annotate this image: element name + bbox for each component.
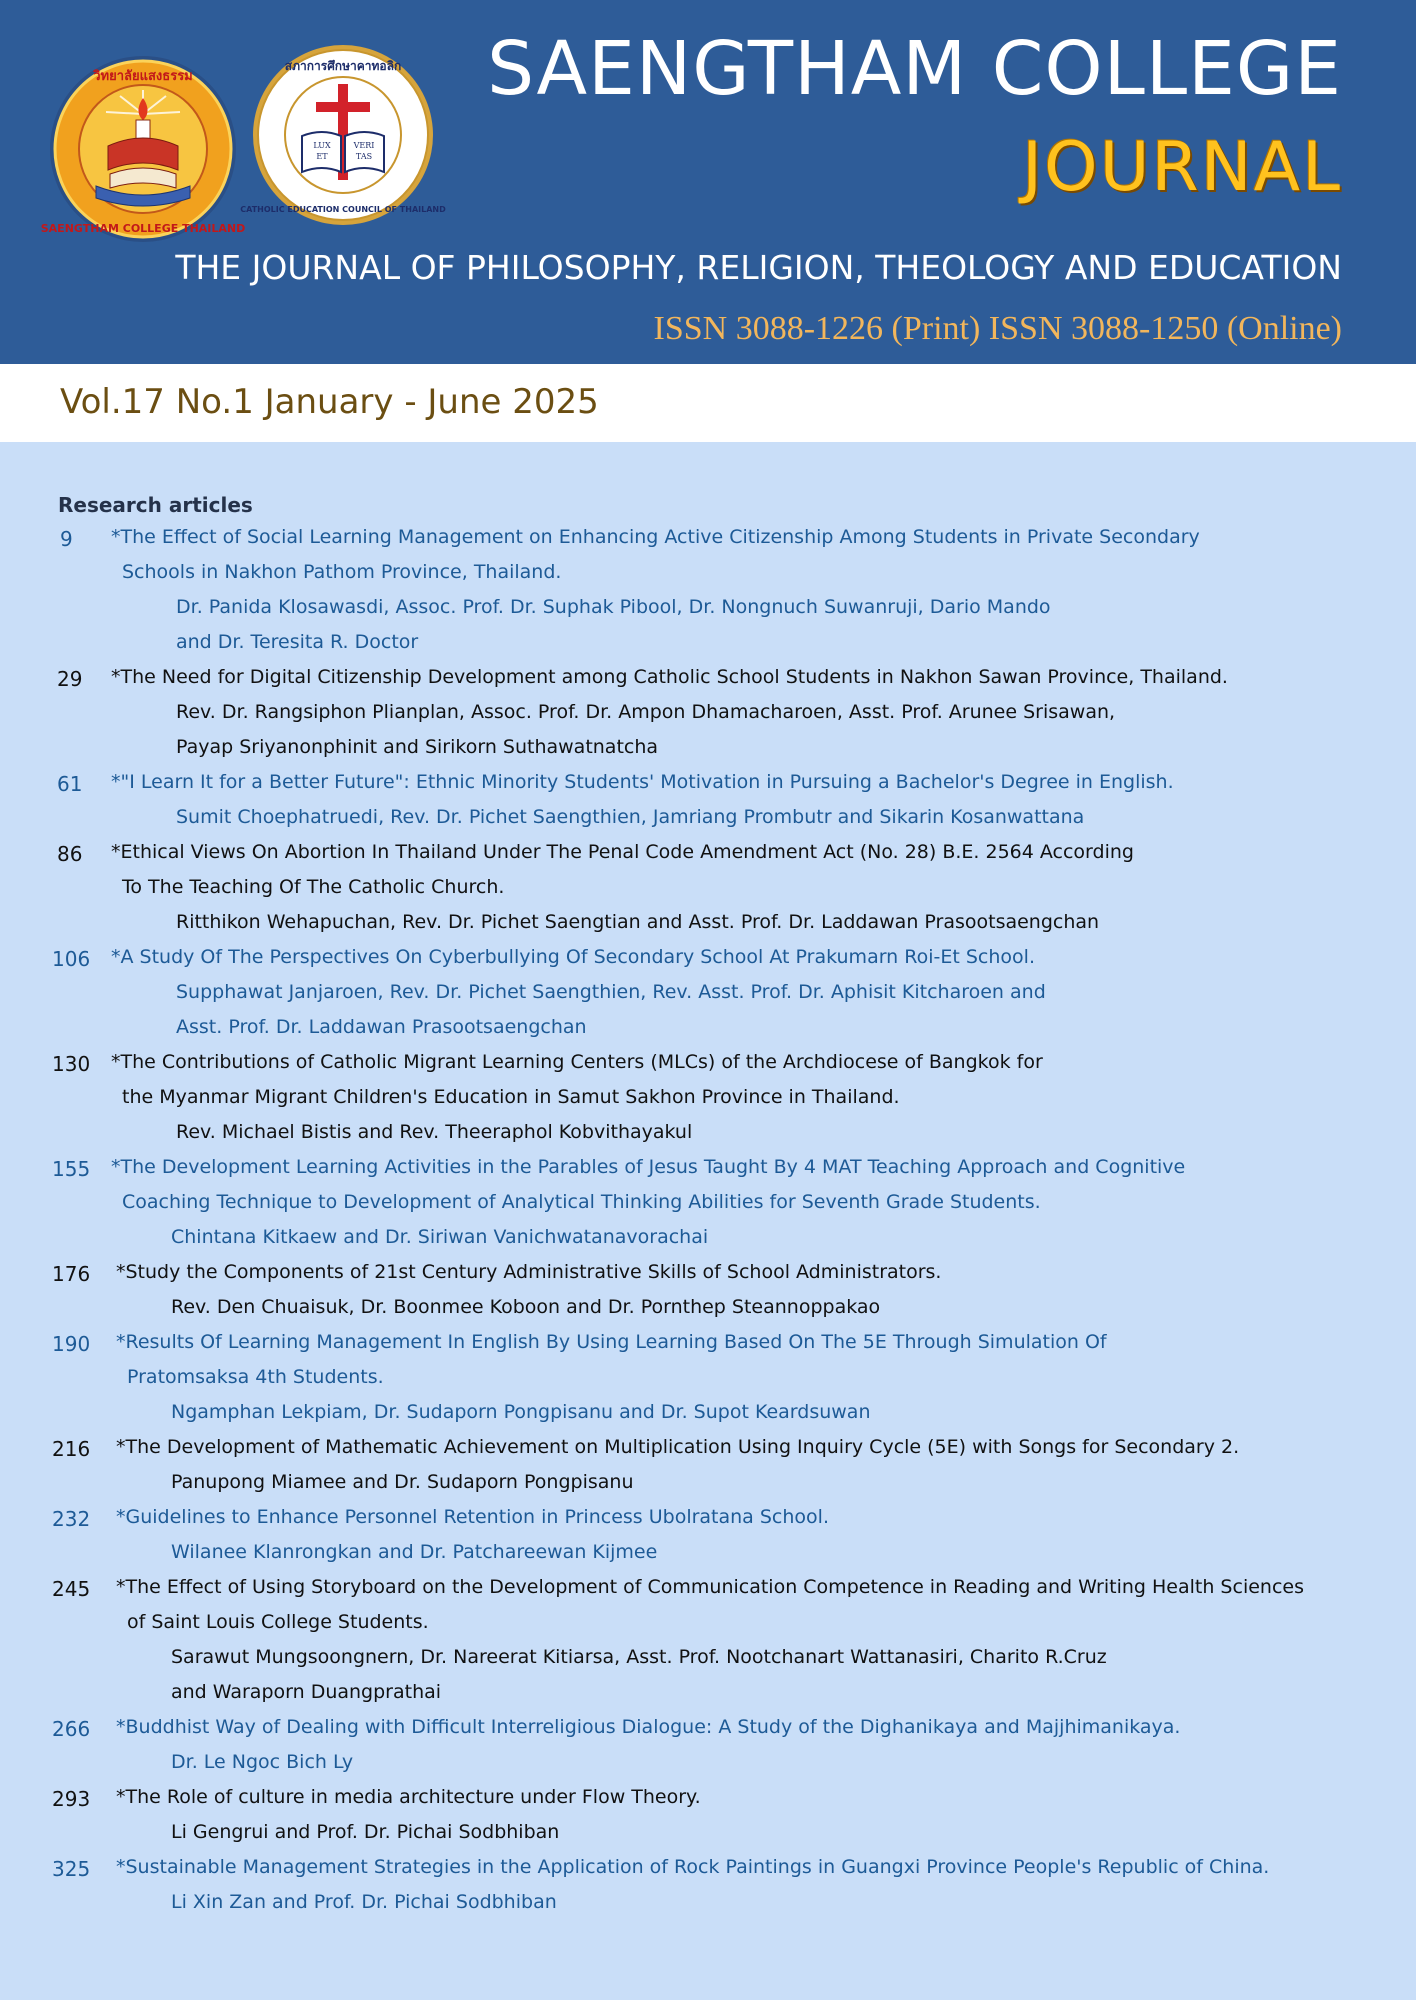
- journal-title-line1: SAENGTHAM COLLEGE: [487, 26, 1342, 112]
- article-page-number: 216: [52, 1437, 91, 1461]
- article-page-number: 130: [52, 1052, 91, 1076]
- article-title[interactable]: *The Effect of Using Storyboard on the Development of Communication Competence in Reading and Writing Health Sciences: [116, 1576, 1304, 1598]
- article-page-number: 86: [57, 842, 83, 866]
- article-authors: Ngamphan Lekpiam, Dr. Sudaporn Pongpisanu and Dr. Supot Keardsuwan: [171, 1401, 871, 1423]
- volume-label: Vol.17 No.1 January - June 2025: [60, 382, 599, 422]
- article-authors: Rev. Den Chuaisuk, Dr. Boonmee Koboon and Dr. Pornthep Steannoppakao: [171, 1296, 881, 1318]
- svg-text:LUX: LUX: [313, 141, 331, 150]
- article-page-number: 266: [52, 1717, 91, 1741]
- article-title[interactable]: *Results Of Learning Management In English By Using Learning Based On The 5E Through Simulation Of: [116, 1331, 1107, 1353]
- article-authors: Payap Sriyanonphinit and Sirikorn Suthawatnatcha: [176, 736, 659, 758]
- article-authors: Li Xin Zan and Prof. Dr. Pichai Sodbhiban: [171, 1891, 557, 1913]
- article-authors: and Dr. Teresita R. Doctor: [176, 631, 419, 653]
- article-authors: and Waraporn Duangprathai: [171, 1681, 442, 1703]
- article-title[interactable]: *Guidelines to Enhance Personnel Retention in Princess Ubolratana School.: [116, 1506, 829, 1528]
- svg-text:SAENGTHAM COLLEGE THAILAND: SAENGTHAM COLLEGE THAILAND: [40, 222, 246, 235]
- article-title-continued[interactable]: Pratomsaksa 4th Students.: [127, 1366, 384, 1388]
- article-authors: Rev. Dr. Rangsiphon Plianplan, Assoc. Prof. Dr. Ampon Dhamacharoen, Asst. Prof. Arunee Srisawan,: [176, 701, 1116, 723]
- article-title-continued[interactable]: To The Teaching Of The Catholic Church.: [122, 876, 505, 898]
- article-title[interactable]: *"I Learn It for a Better Future": Ethnic Minority Students' Motivation in Pursuing a Bachelor's Degree in English.: [111, 771, 1174, 793]
- article-authors: Wilanee Klanrongkan and Dr. Patchareewan Kijmee: [171, 1541, 658, 1563]
- article-title[interactable]: *Ethical Views On Abortion In Thailand Under The Penal Code Amendment Act (No. 28) B.E. 2564 According: [111, 841, 1134, 863]
- article-title[interactable]: *The Development of Mathematic Achievement on Multiplication Using Inquiry Cycle (5E) with Songs for Secondary 2.: [116, 1436, 1240, 1458]
- article-page-number: 176: [52, 1262, 91, 1286]
- article-page-number: 325: [52, 1857, 91, 1881]
- saengtham-college-seal: [40, 54, 246, 244]
- article-page-number: 245: [52, 1577, 91, 1601]
- article-page-number: 190: [52, 1332, 91, 1356]
- svg-text:สภาการศึกษาคาทอลิก: สภาการศึกษาคาทอลิก: [284, 59, 402, 73]
- article-authors: Supphawat Janjaroen, Rev. Dr. Pichet Saengthien, Rev. Asst. Prof. Dr. Aphisit Kitcharoen and: [176, 981, 1046, 1003]
- article-authors: Li Gengrui and Prof. Dr. Pichai Sodbhiban: [171, 1821, 560, 1843]
- article-page-number: 293: [52, 1787, 91, 1811]
- article-page-number: 61: [57, 772, 83, 796]
- article-title[interactable]: *Sustainable Management Strategies in the Application of Rock Paintings in Guangxi Province People's Republic of China.: [116, 1856, 1270, 1878]
- article-title[interactable]: *The Development Learning Activities in the Parables of Jesus Taught By 4 MAT Teaching Approach and Cognitive: [111, 1156, 1186, 1178]
- journal-subtitle: THE JOURNAL OF PHILOSOPHY, RELIGION, THEOLOGY AND EDUCATION: [175, 248, 1342, 287]
- article-authors: Chintana Kitkaew and Dr. Siriwan Vanichwatanavorachai: [171, 1226, 709, 1248]
- article-title[interactable]: *The Need for Digital Citizenship Development among Catholic School Students in Nakhon Sawan Province, Thailand.: [111, 666, 1228, 688]
- svg-text:VERI: VERI: [353, 141, 375, 150]
- journal-title-line2: JOURNAL: [1022, 128, 1342, 207]
- article-authors: Dr. Le Ngoc Bich Ly: [171, 1751, 354, 1773]
- article-title-continued[interactable]: Schools in Nakhon Pathom Province, Thailand.: [122, 561, 562, 583]
- svg-text:ET: ET: [316, 152, 328, 161]
- article-title[interactable]: *Buddhist Way of Dealing with Difficult Interreligious Dialogue: A Study of the Dighanikaya and Majjhimanikaya.: [116, 1716, 1181, 1738]
- svg-text:TAS: TAS: [355, 152, 373, 161]
- article-title[interactable]: *The Role of culture in media architecture under Flow Theory.: [116, 1786, 701, 1808]
- article-page-number: 29: [57, 667, 83, 691]
- article-title-continued[interactable]: of Saint Louis College Students.: [127, 1611, 429, 1633]
- svg-text:CATHOLIC EDUCATION COUNCIL OF: CATHOLIC EDUCATION COUNCIL OF THAILAND: [240, 205, 446, 214]
- article-authors: Sarawut Mungsoongnern, Dr. Nareerat Kitiarsa, Asst. Prof. Nootchanart Wattanasiri, Charito R.Cruz: [171, 1646, 1107, 1668]
- article-title-continued[interactable]: Coaching Technique to Development of Analytical Thinking Abilities for Seventh Grade Students.: [122, 1191, 1041, 1213]
- issn-line: ISSN 3088-1226 (Print) ISSN 3088-1250 (Online): [653, 310, 1342, 347]
- article-page-number: 232: [52, 1507, 91, 1531]
- article-authors: Dr. Panida Klosawasdi, Assoc. Prof. Dr. Suphak Pibool, Dr. Nongnuch Suwanruji, Dario Mando: [176, 596, 1051, 618]
- section-title: Research articles: [58, 493, 253, 517]
- catholic-education-council-seal: [240, 44, 446, 226]
- article-page-number: 155: [52, 1157, 91, 1181]
- article-title[interactable]: *Study the Components of 21st Century Administrative Skills of School Administrators.: [116, 1261, 942, 1283]
- article-authors: Sumit Choephatruedi, Rev. Dr. Pichet Saengthien, Jamriang Prombutr and Sikarin Kosanwattana: [176, 806, 1085, 828]
- article-title[interactable]: *The Contributions of Catholic Migrant Learning Centers (MLCs) of the Archdiocese of Bangkok for: [111, 1051, 1043, 1073]
- article-page-number: 9: [60, 527, 73, 551]
- article-authors: Ritthikon Wehapuchan, Rev. Dr. Pichet Saengtian and Asst. Prof. Dr. Laddawan Prasootsaengchan: [176, 911, 1100, 933]
- svg-text:วิทยาลัยแสงธรรม: วิทยาลัยแสงธรรม: [93, 69, 193, 84]
- article-title[interactable]: *A Study Of The Perspectives On Cyberbullying Of Secondary School At Prakumarn Roi-Et School.: [111, 946, 1035, 968]
- article-authors: Rev. Michael Bistis and Rev. Theeraphol Kobvithayakul: [176, 1121, 693, 1143]
- article-title[interactable]: *The Effect of Social Learning Management on Enhancing Active Citizenship Among Students in Private Secondary: [111, 526, 1200, 548]
- article-authors: Panupong Miamee and Dr. Sudaporn Pongpisanu: [171, 1471, 634, 1493]
- article-authors: Asst. Prof. Dr. Laddawan Prasootsaengchan: [176, 1016, 587, 1038]
- article-title-continued[interactable]: the Myanmar Migrant Children's Education in Samut Sakhon Province in Thailand.: [122, 1086, 900, 1108]
- article-page-number: 106: [52, 947, 91, 971]
